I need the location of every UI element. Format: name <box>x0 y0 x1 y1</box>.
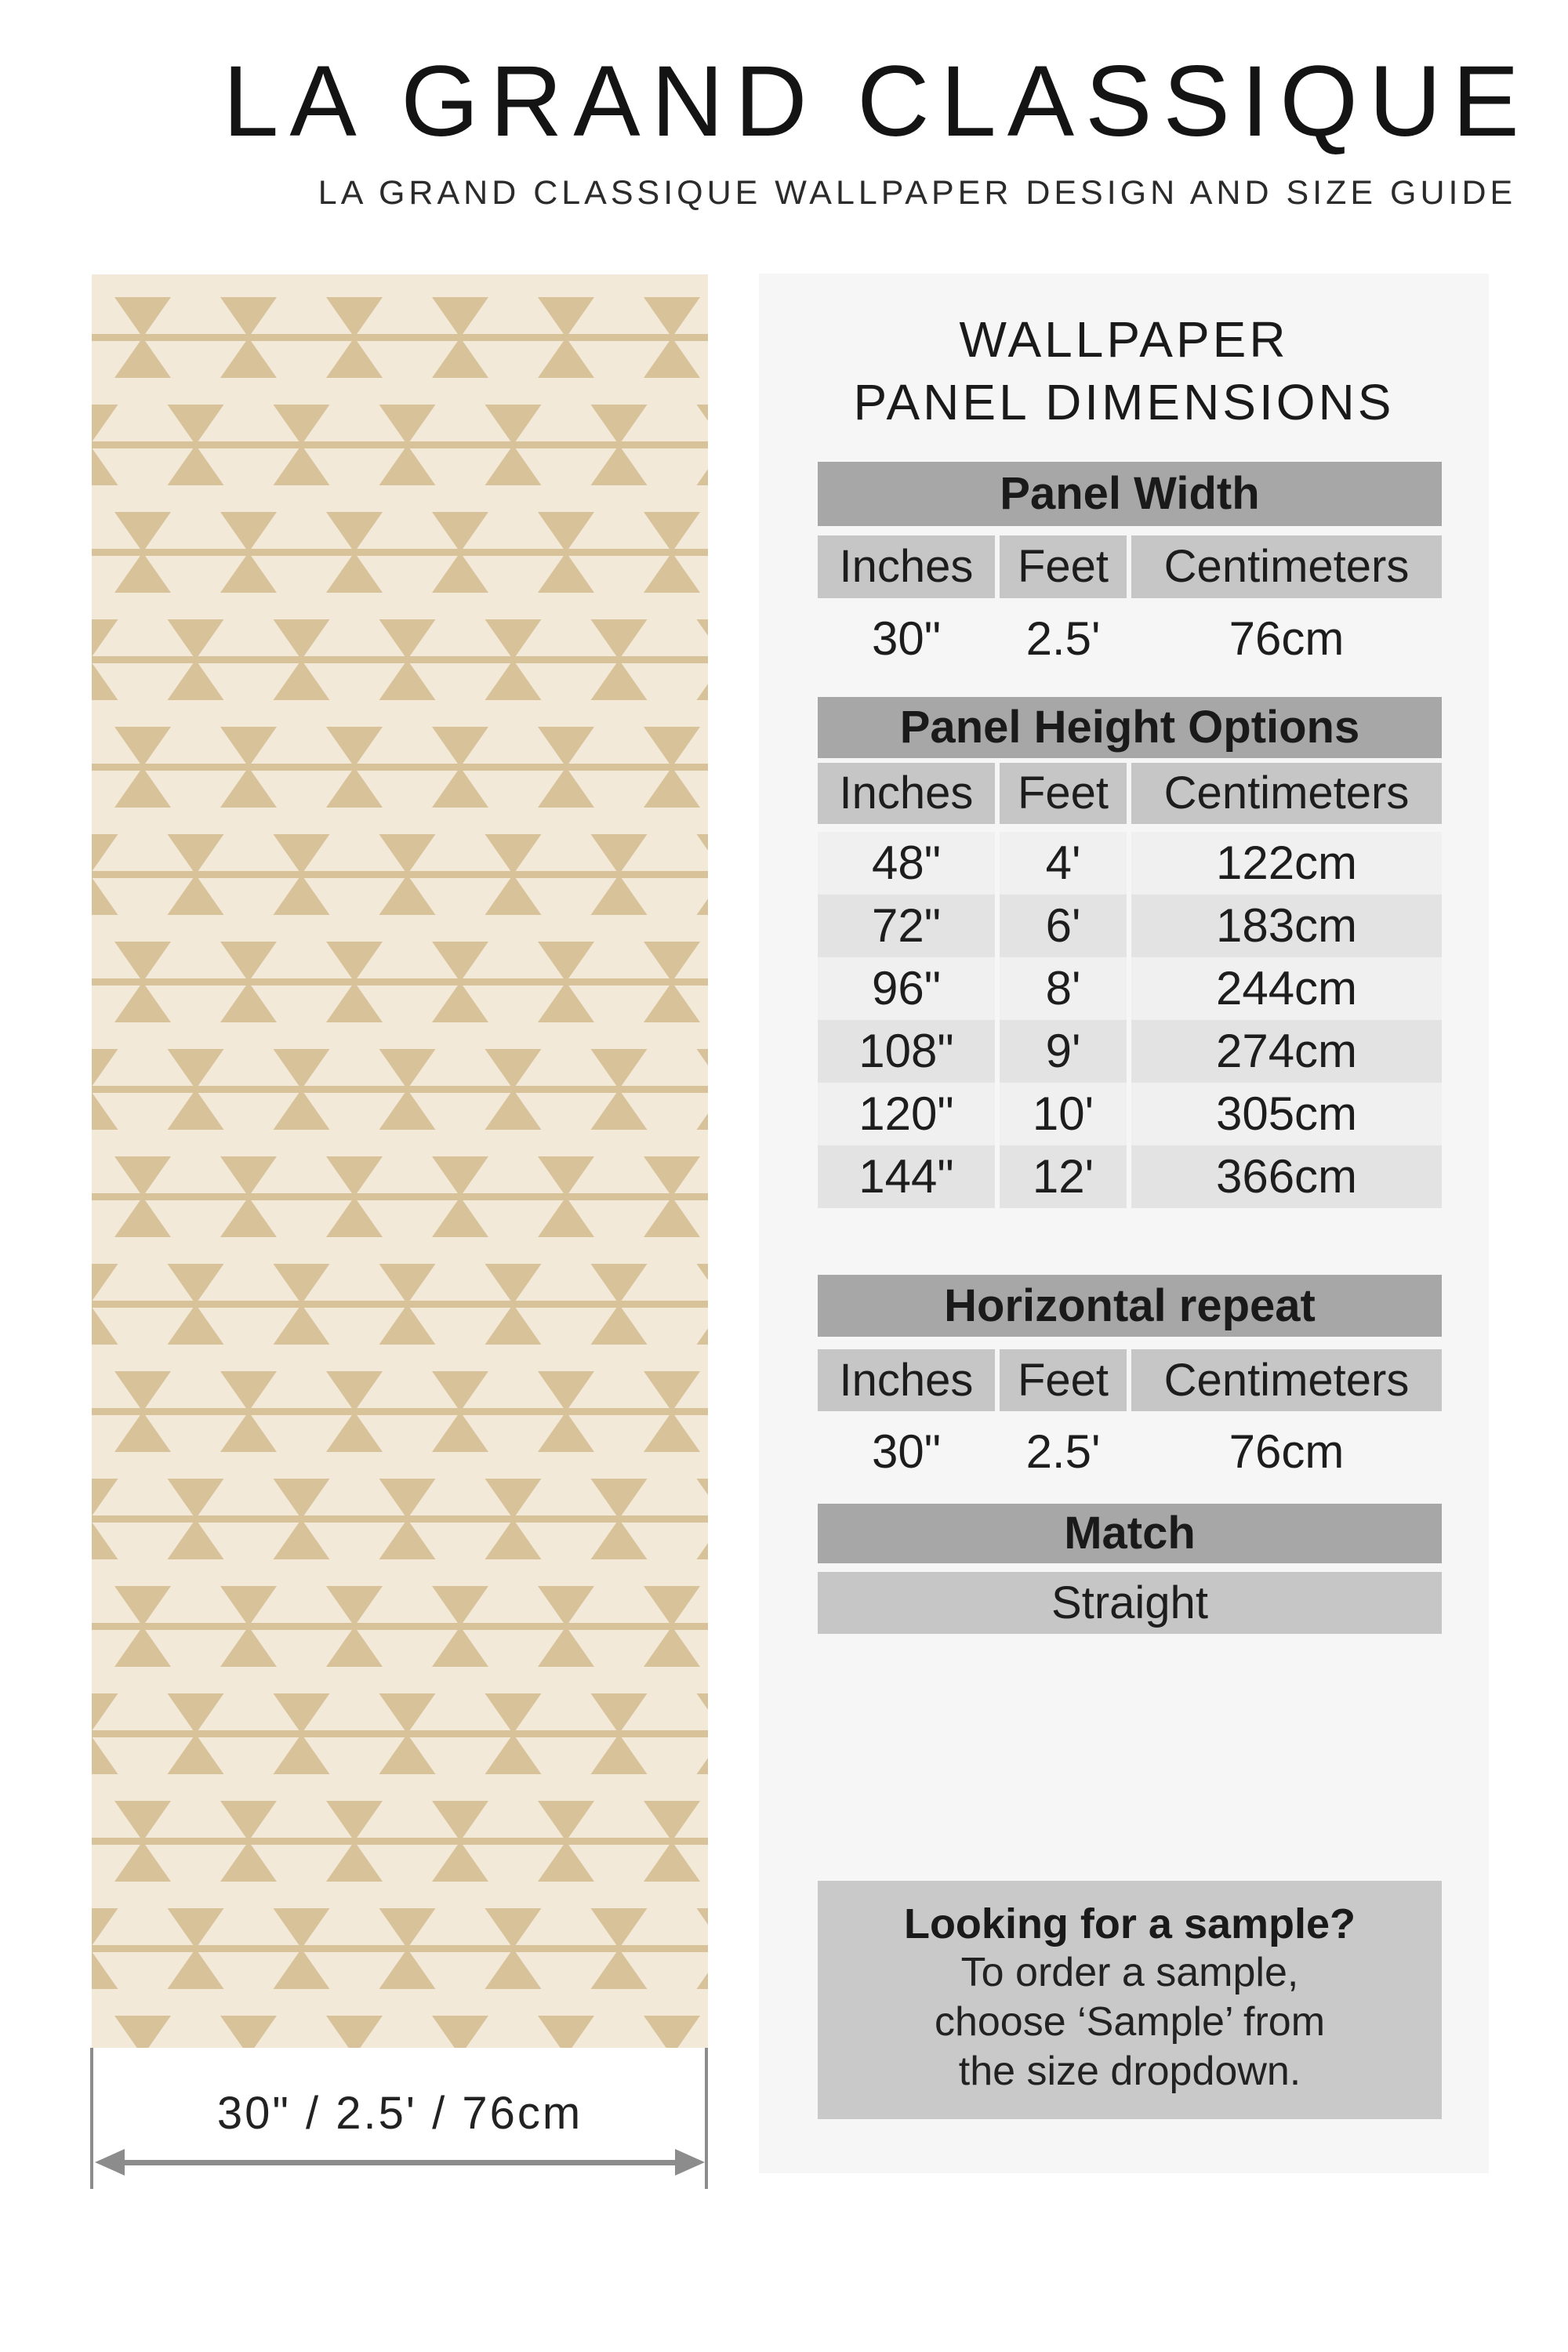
dimensions-panel-title <box>759 308 1489 434</box>
sample-box-heading: Looking for a sample? <box>903 1900 1356 1947</box>
brand-title: LA GRAND CLASSIQUE <box>223 45 1530 158</box>
height-feet: 8' <box>1000 957 1127 1020</box>
height-feet: 4' <box>1000 832 1127 895</box>
match-value: Straight <box>818 1572 1442 1634</box>
column-header-centimeters: Centimeters <box>1131 763 1442 824</box>
horizontal-repeat-section-header: Horizontal repeat <box>818 1275 1442 1337</box>
height-feet: 6' <box>1000 895 1127 957</box>
height-feet: 12' <box>1000 1145 1127 1208</box>
column-header-feet: Feet <box>1000 763 1127 824</box>
panel-width-centimeters: 76cm <box>1229 612 1345 665</box>
height-feet: 9' <box>1000 1020 1127 1083</box>
column-header-centimeters: Centimeters <box>1131 535 1442 598</box>
horizontal-repeat-column-headers <box>818 1349 1442 1411</box>
sample-info-box <box>818 1881 1442 2119</box>
height-feet: 10' <box>1000 1083 1127 1145</box>
height-centimeters: 366cm <box>1131 1145 1442 1208</box>
height-centimeters: 122cm <box>1131 832 1442 895</box>
sample-box-line: To order a sample, <box>960 1950 1299 1995</box>
panel-width-inches: 30" <box>871 612 942 665</box>
table-row <box>818 957 1442 1020</box>
panel-width-caption: 30" / 2.5' / 76cm <box>216 2088 583 2139</box>
wallpaper-panel-preview <box>92 274 708 2048</box>
height-inches: 108" <box>818 1020 995 1083</box>
column-header-inches: Inches <box>818 763 995 824</box>
table-row <box>818 1020 1442 1083</box>
column-header-feet: Feet <box>1000 1349 1127 1411</box>
table-row <box>818 1145 1442 1208</box>
arrow-head-right-icon <box>675 2149 705 2176</box>
repeat-centimeters: 76cm <box>1229 1425 1345 1478</box>
panel-width-section-header: Panel Width <box>818 462 1442 526</box>
dimensions-title-line2: PANEL DIMENSIONS <box>853 374 1395 430</box>
height-inches: 120" <box>818 1083 995 1145</box>
height-inches: 144" <box>818 1145 995 1208</box>
sample-box-line: the size dropdown. <box>958 2049 1301 2094</box>
repeat-feet: 2.5' <box>1025 1425 1101 1478</box>
height-inches: 48" <box>818 832 995 895</box>
column-header-feet: Feet <box>1000 535 1127 598</box>
column-header-inches: Inches <box>818 1349 995 1411</box>
panel-height-section-header: Panel Height Options <box>818 697 1442 758</box>
horizontal-repeat-values-row <box>818 1417 1442 1486</box>
table-row <box>818 832 1442 895</box>
height-inches: 72" <box>818 895 995 957</box>
panel-height-column-headers <box>818 763 1442 824</box>
height-centimeters: 183cm <box>1131 895 1442 957</box>
height-centimeters: 244cm <box>1131 957 1442 1020</box>
page-subtitle: LA GRAND CLASSIQUE WALLPAPER DESIGN AND SIZE GUIDE <box>318 174 1517 212</box>
sample-box-line: choose ‘Sample’ from <box>934 1999 1326 2045</box>
table-row <box>818 895 1442 957</box>
column-header-inches: Inches <box>818 535 995 598</box>
panel-width-values-row <box>818 603 1442 675</box>
repeat-inches: 30" <box>871 1425 942 1478</box>
match-section-header: Match <box>818 1504 1442 1563</box>
dimensions-panel <box>759 274 1489 2173</box>
column-header-centimeters: Centimeters <box>1131 1349 1442 1411</box>
width-dimension-arrow <box>95 2149 705 2176</box>
arrow-shaft <box>114 2160 686 2165</box>
table-row <box>818 1083 1442 1145</box>
panel-width-column-headers <box>818 535 1442 598</box>
dimensions-title-line1: WALLPAPER <box>959 311 1289 368</box>
height-inches: 96" <box>818 957 995 1020</box>
triangle-pattern-swatch <box>92 274 708 2048</box>
height-centimeters: 274cm <box>1131 1020 1442 1083</box>
panel-width-feet: 2.5' <box>1025 612 1101 665</box>
height-centimeters: 305cm <box>1131 1083 1442 1145</box>
panel-height-rows <box>818 832 1442 1208</box>
